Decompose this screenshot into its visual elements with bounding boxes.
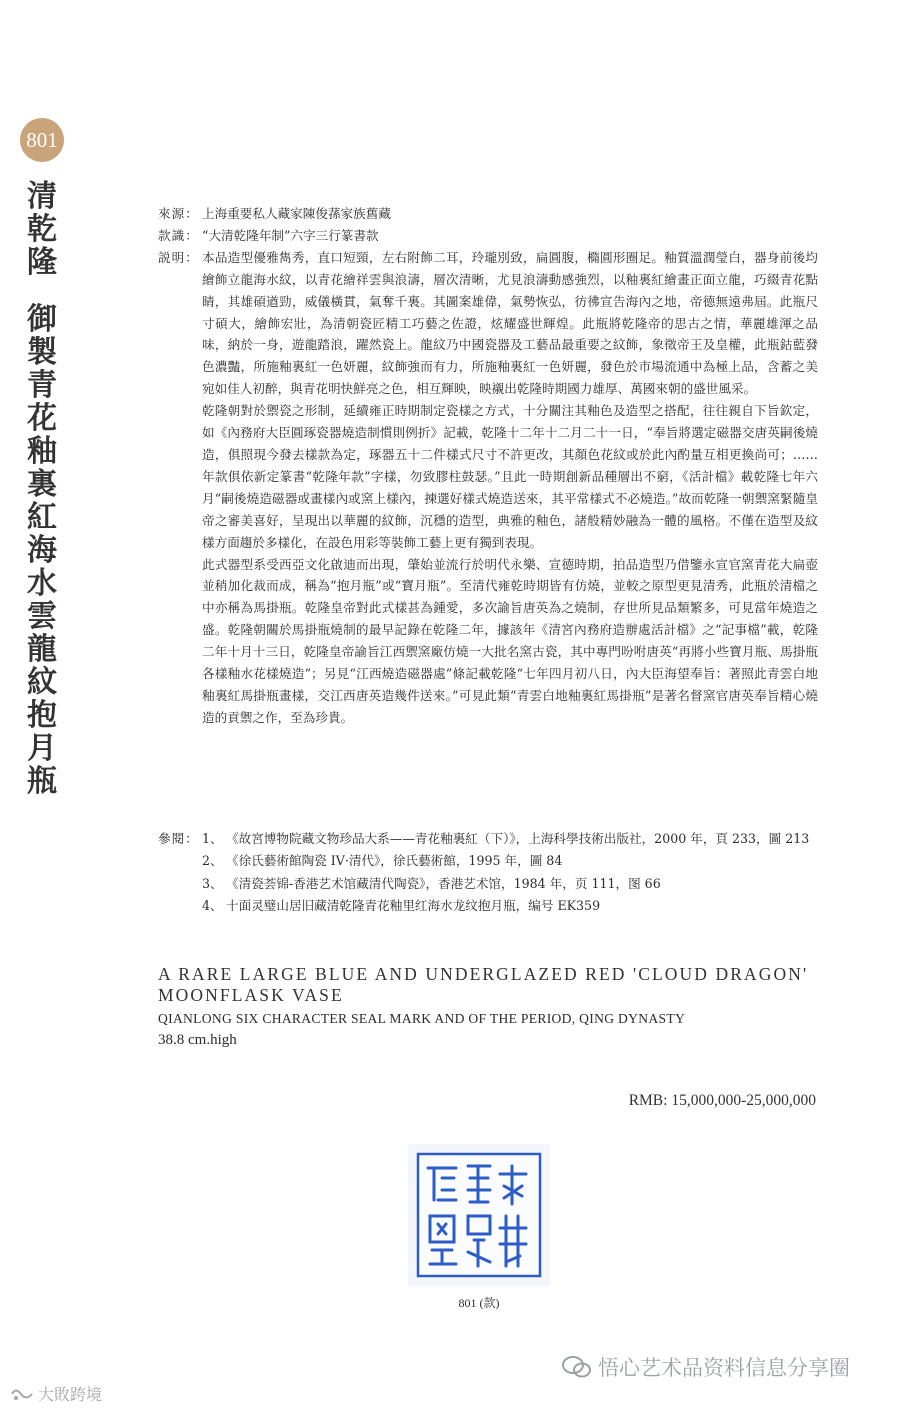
title-object: 御製青花釉裏紅海水雲龍紋抱月瓶: [27, 302, 57, 799]
vertical-title: [22, 180, 62, 798]
platform-logo-icon: [10, 1385, 34, 1403]
reference-item: [202, 828, 818, 850]
reference-item: [202, 850, 818, 872]
references-label: 參閱：: [158, 831, 199, 846]
description-paragraph: 本品造型優雅雋秀，直口短頸，左右附飾二耳，玲瓏別致，扁圓腹，橢圓形圈足。釉質溫潤瑩白，器身前後均繪飾立龍海水紋，以青花繪祥雲與浪濤，層次清晰，尤見浪濤動感強烈，以釉裏紅繪畫正面立龍，巧綴青花點睛，其雄碩遒勁，威儀橫貫，氣奪千裏。其圖案雄偉，氣勢恢弘，彷彿宣告海內之地，帝德無遠弗屆。此瓶尺寸碩大，繪飾宏壯，為清朝瓷匠精工巧藝之佐證，炫耀盛世輝煌。此瓶將乾隆帝的思古之情，華麗雄渾之品味，納於一身，遊龍踏浪，躍然瓷上。龍紋乃中國瓷器及工藝品最重要之紋飾，象徵帝王及皇權，此瓶鈷藍發色濃豔，所施釉裏紅一色妍麗，紋飾強而有力，所施釉裏紅一色妍麗，發色於市場流通中為極上品，含蓄之美宛如佳人初醉，與青花明快鮮亮之色，相互輝映，映襯出乾隆時期國力雄厚、萬國來朝的盛世風采。: [202, 249, 818, 397]
description-row: [158, 247, 818, 729]
reference-text: 《清瓷荟锦-香港艺术馆藏清代陶瓷》，香港艺术馆，1984 年，页 111，图 66: [226, 875, 661, 891]
wechat-icon: [562, 1355, 592, 1379]
english-description: [158, 964, 828, 1049]
seal-caption: 801 (款): [458, 1296, 500, 1310]
description-body: [202, 247, 818, 729]
mark-label: 款識：: [158, 227, 199, 243]
reference-number: 1、: [202, 831, 223, 846]
references-list: [202, 828, 818, 918]
english-title: A RARE LARGE BLUE AND UNDERGLAZED RED 'CLOUD DRAGON' MOONFLASK VASE: [158, 964, 809, 1005]
reference-number: 2、: [202, 853, 223, 869]
provenance-label: 來源：: [158, 206, 199, 221]
description-paragraph: 乾隆朝對於禦瓷之形制，延續雍正時期制定瓷樣之方式，十分關注其釉色及造型之搭配，往往親自下旨欽定，如《內務府大臣圓琢瓷器燒造制慣則例折》記載，乾隆十二年十二月二十一日，“奉旨將選定磁器交唐英嗣後燒造，俱照現今發去樣款為定，琢器五十二件樣式尺寸不許更改，其顏色花紋或於此內酌量互相更換尚可；……年款俱依新定篆書“乾隆年款”字樣，勿致膠柱鼓瑟。”且此一時期創新品種層出不窮，《活計檔》載乾隆七年六月“嗣後燒造磁器或畫樣內或窯上樣內，揀選好樣式燒造送來，其平常樣式不必燒造。”故而乾隆一朝禦窯緊隨皇帝之審美喜好，呈現出以華麗的紋飾，沉穩的造型，典雅的釉色，諸般精妙融為一體的風格。不僅在造型及紋樣方面趨於多樣化，在設色用彩等裝飾工藝上更有獨到表現。: [202, 403, 818, 550]
description-paragraph: 此式器型系受西亞文化啟迪而出現，肇始並流行於明代永樂、宣德時期，拍品造型乃借鑒永宣官窯青花大扁壺並稍加化裁而成，稱為“抱月瓶”或“寶月瓶”。至清代雍乾時期皆有仿燒，並較之原型更見清秀，此瓶於清檔之中亦稱為馬掛瓶。乾隆皇帝對此式樣甚為鍾愛，多次諭旨唐英為之燒制，存世所見品類繁多，可見當年燒造之盛。乾隆朝關於馬掛瓶燒制的最早記錄在乾隆二年，據該年《清宮內務府造辦處活計檔》之“記事檔”載，乾隆二年十月十三日，乾隆皇帝諭旨江西禦窯廠仿燒一大批名窯古瓷，其中專門吩咐唐英“再將小些寶月瓶、馬掛瓶各樣釉水花樣燒造”；另見“江西燒造磁器處”條記載乾隆“七年四月初八日，內大臣海望奉旨：著照此青雲白地釉裏紅馬掛瓶畫樣，交江西唐英造幾件送來。”可見此類“青雲白地釉裏紅馬掛瓶”是著名督窯官唐英奉旨精心燒造的貢禦之作，至為珍貴。: [202, 556, 818, 725]
lot-information: [158, 203, 818, 729]
watermark-wechat: [562, 1352, 850, 1382]
reference-number: 4、: [202, 898, 223, 914]
reign-mark-image: [408, 1144, 550, 1286]
watermark-left-text: 大敗跨境: [38, 1385, 103, 1404]
provenance-value: 上海重要私人藏家陳俊蓀家族舊藏: [202, 206, 391, 221]
english-subtitle: QIANLONG SIX CHARACTER SEAL MARK AND OF THE PERIOD, QING DYNASTY: [158, 1011, 686, 1026]
references-row: [158, 828, 818, 918]
reference-number: 3、: [202, 875, 223, 891]
reference-text: 《故宮博物院藏文物珍品大系——青花釉裏紅（下）》，上海科學技術出版社，2000 年，頁 233，圖 213: [226, 831, 810, 846]
estimate-price: RMB: 15,000,000-25,000,000: [628, 1092, 816, 1109]
watermark-right-text: 悟心艺术品资料信息分享圈: [598, 1356, 850, 1380]
reference-text: 《徐氏藝術館陶瓷 IV·清代》，徐氏藝術館，1995 年，圖 84: [226, 853, 563, 869]
mark-row: [158, 225, 818, 247]
description-label: 説明：: [158, 249, 199, 265]
title-period: 清乾隆: [27, 179, 57, 280]
references: [158, 828, 818, 918]
english-dimensions: 38.8 cm.high: [158, 1032, 237, 1048]
provenance-row: [158, 203, 818, 225]
mark-value: “大清乾隆年制”六字三行篆書款: [202, 227, 379, 243]
reference-item: [202, 895, 818, 917]
reference-text: 十面灵璧山居旧藏清乾隆青花釉里红海水龙纹抱月瓶，编号 EK359: [226, 898, 601, 914]
reference-item: [202, 873, 818, 895]
watermark-source: [10, 1382, 102, 1405]
seal-mark-icon: [408, 1144, 550, 1286]
lot-number-badge: 801: [20, 118, 64, 162]
